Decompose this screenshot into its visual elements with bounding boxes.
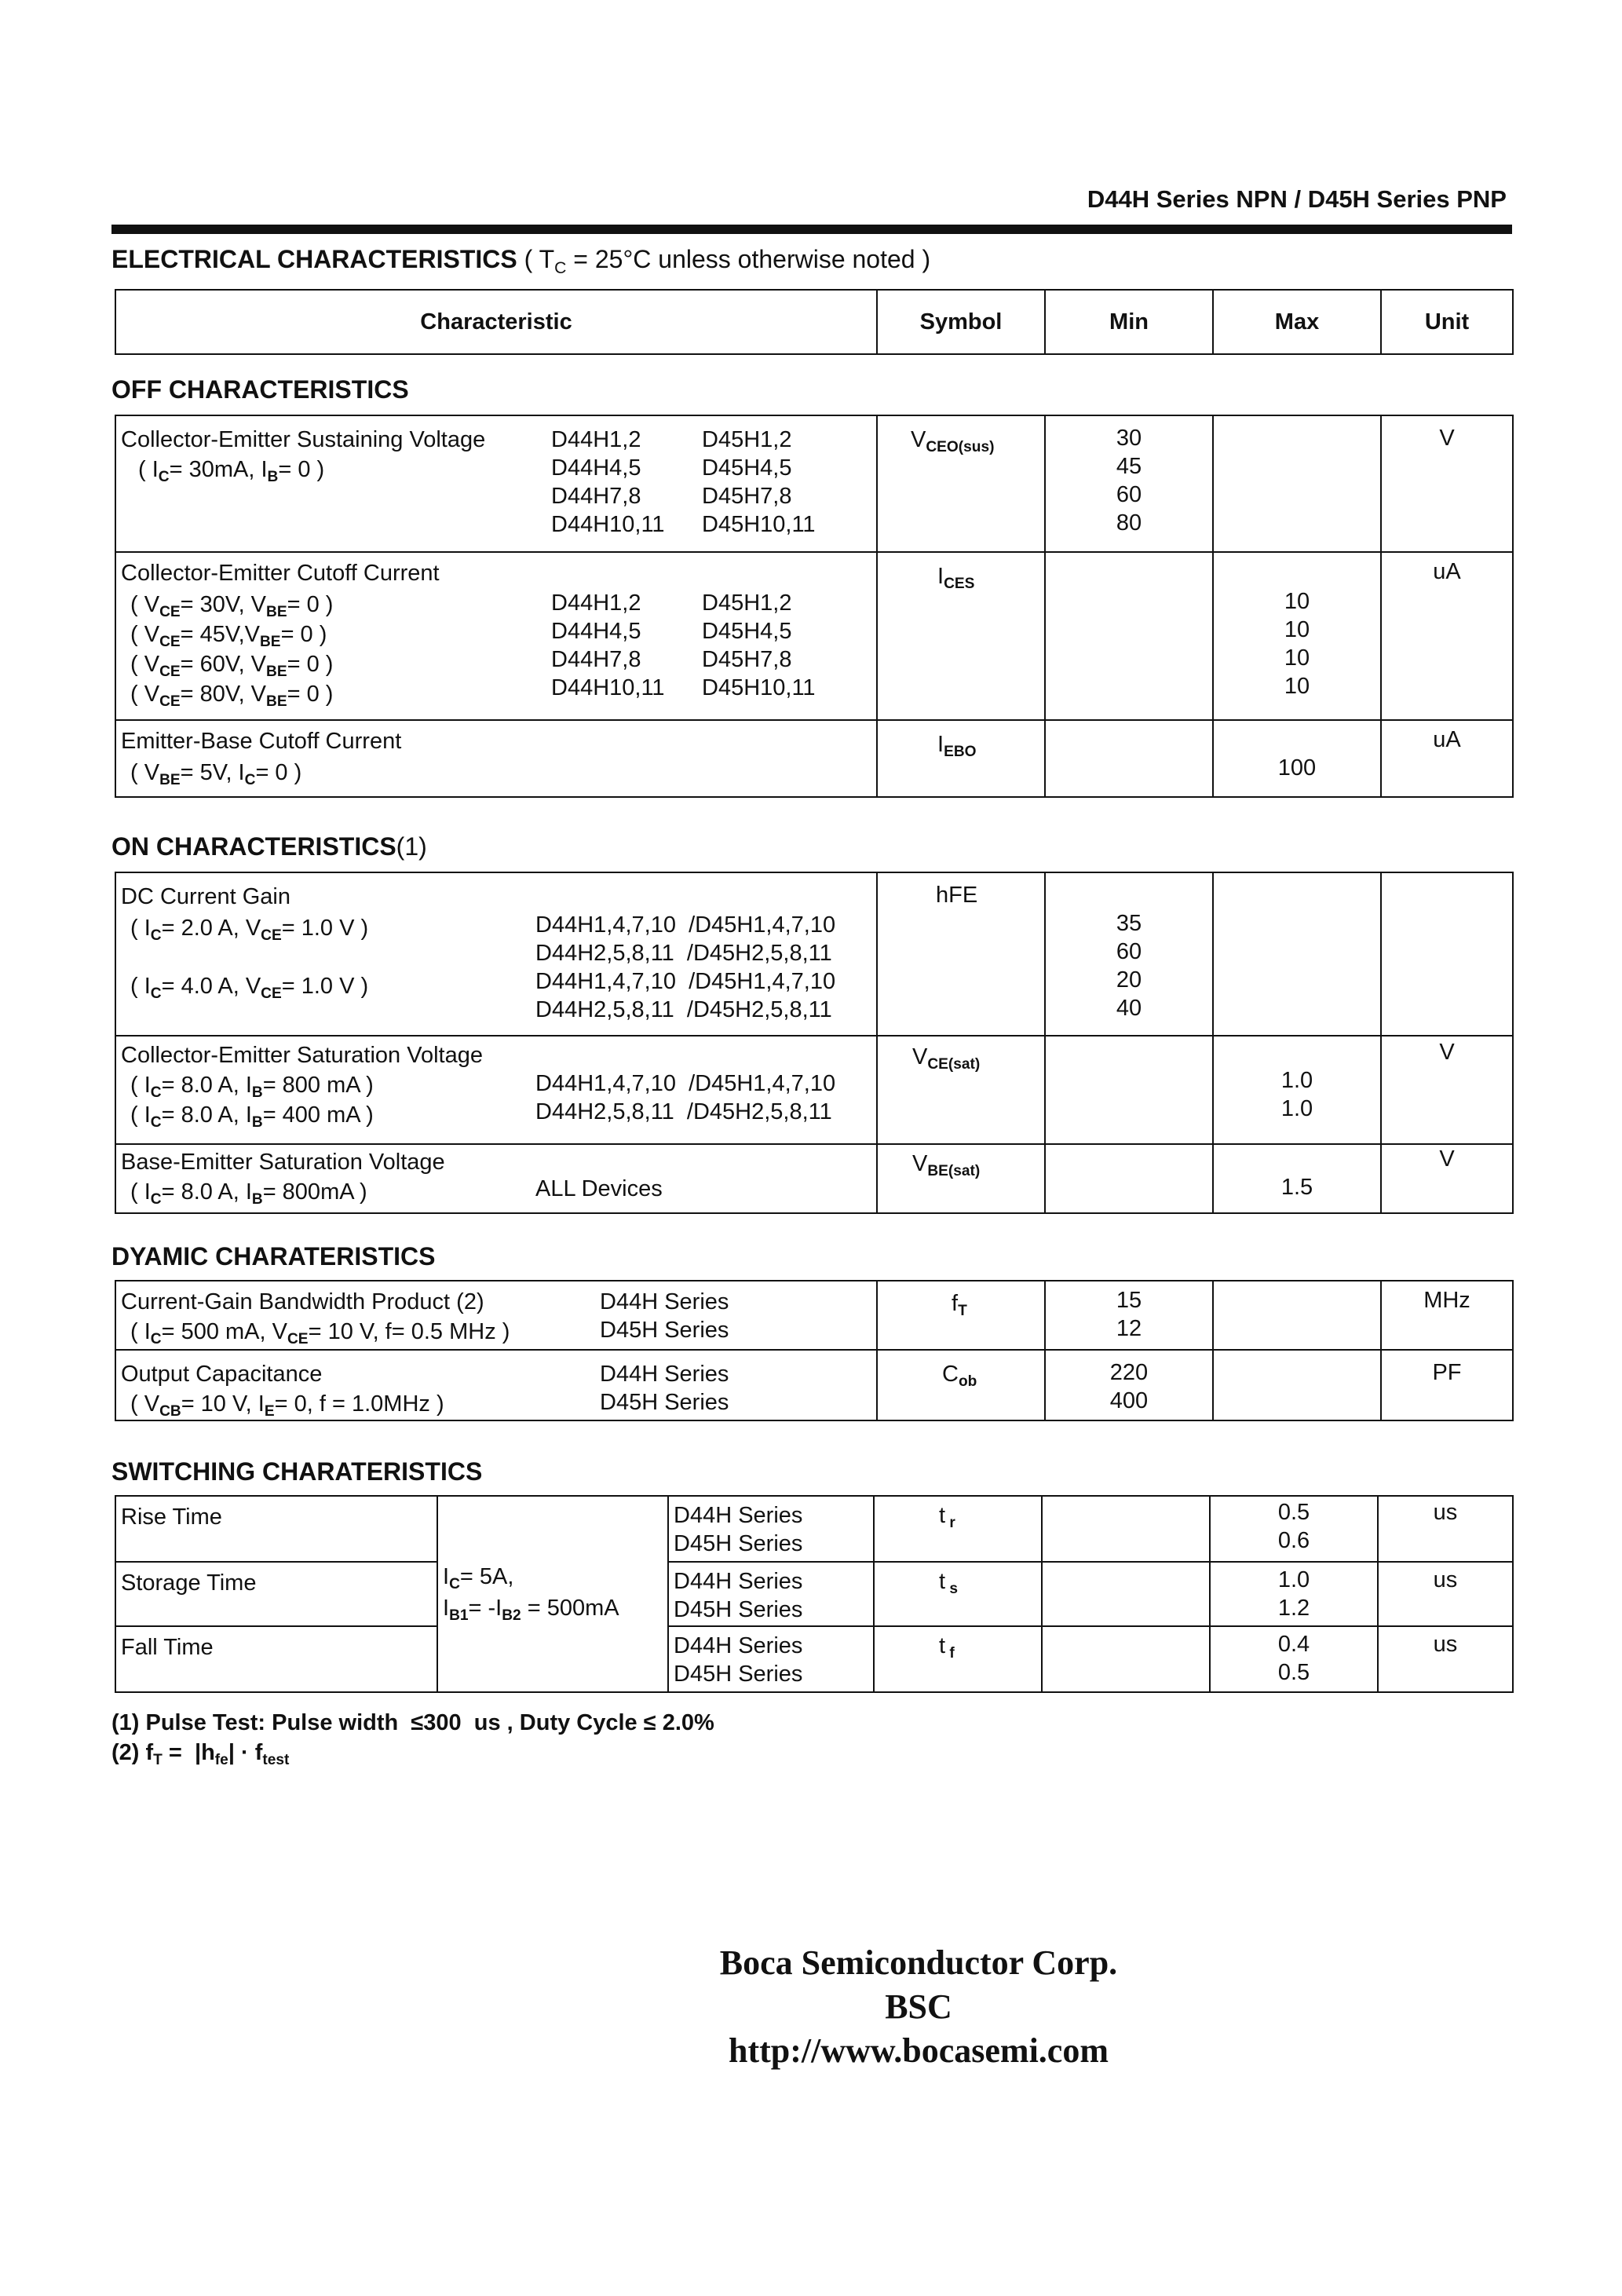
device-list: D45H Series (600, 1390, 729, 1415)
max-value: 0.4 (1277, 1632, 1310, 1657)
device-pnp: D45H7,8 (702, 647, 792, 672)
vbesat-symbol: $V_{BE(sat)}$ (912, 1151, 981, 1180)
col-min: Min (1109, 309, 1149, 335)
dynamic-characteristics-title: DYAMIC CHARATERISTICS (111, 1242, 436, 1270)
ft-condition: ( $I_C= 500$ mA, $V_{CE}= 10$ V, f= 0.5 MHz ) (130, 1319, 510, 1348)
hfe-condition: ( $I_C= 4.0$ A, $V_{CE}= 1.0$ V ) (130, 974, 369, 1003)
min-value: 60 (1116, 939, 1142, 964)
device-list: D44H Series (600, 1289, 729, 1314)
cob-name: Output Capacitance (121, 1362, 323, 1387)
device-npn: D44H10,11 (551, 675, 665, 700)
device-pnp: D45H10,11 (702, 512, 816, 537)
cob-condition: ( $V_{CB}= 10$ V, $I_E= 0$, f = 1.0MHz ) (130, 1391, 444, 1420)
row-divider (115, 1561, 437, 1563)
row-divider (115, 551, 1514, 553)
device-list: D44H2,5,8,11 /D45H2,5,8,11 (535, 997, 832, 1022)
tr-symbol: t $_r$ (939, 1503, 955, 1532)
max-value: 1.5 (1280, 1175, 1313, 1200)
device-npn: D44H4,5 (551, 455, 641, 481)
vceo-condition: ( $I_C= 30mA$, $I_B= 0$ ) (138, 457, 325, 486)
vceo-symbol: $V_{CEO(sus)}$ (911, 427, 995, 456)
min-value: 80 (1116, 510, 1142, 536)
device-npn: D44H1,2 (551, 590, 641, 616)
ft-symbol: $f_T$ (952, 1291, 967, 1320)
ices-condition: ( $V_{CE}= 60V$, $V_{BE}= 0$ ) (130, 652, 334, 681)
max-value: 0.5 (1277, 1500, 1310, 1525)
device-list: D44H1,4,7,10 /D45H1,4,7,10 (535, 1071, 836, 1096)
max-value: 1.0 (1280, 1068, 1313, 1093)
switching-condition: $I_C= 5A$, (443, 1564, 514, 1593)
vbesat-condition: ( $I_C= 8.0$ A, $I_B= 800mA$ ) (130, 1179, 367, 1208)
max-value: 1.2 (1277, 1596, 1310, 1621)
device-npn: D44H1,2 (551, 427, 641, 452)
min-value: 20 (1116, 967, 1142, 993)
vceo-name: Collector-Emitter Sustaining Voltage (121, 427, 486, 452)
footnote-1: (1) Pulse Test: Pulse width ≤300 us , Duty Cycle ≤ 2.0% (111, 1710, 714, 1735)
footer-abbr: BSC (885, 1987, 952, 2026)
vcesat-condition: ( $I_C= 8.0$ A, $I_B= 800$ mA ) (130, 1073, 374, 1102)
vbesat-name: Base-Emitter Saturation Voltage (121, 1150, 445, 1175)
max-value: 0.5 (1277, 1660, 1310, 1685)
device-list: D44H Series (674, 1569, 803, 1594)
device-list: D44H Series (674, 1633, 803, 1658)
electrical-characteristics-heading (111, 245, 930, 278)
ices-symbol: $I_{CES}$ (937, 564, 975, 593)
ts-symbol: t $_s$ (939, 1569, 959, 1598)
device-npn: D44H4,5 (551, 619, 641, 644)
col-divider (873, 1495, 875, 1693)
unit-value: uA (1433, 727, 1461, 752)
col-characteristic: Characteristic (420, 309, 572, 335)
unit-value: uA (1433, 559, 1461, 584)
ft-name: Current-Gain Bandwidth Product (2) (121, 1289, 484, 1314)
col-unit: Unit (1424, 309, 1470, 335)
iebo-name: Emitter-Base Cutoff Current (121, 729, 402, 754)
col-symbol: Symbol (919, 309, 1003, 335)
col-divider (876, 1280, 878, 1421)
row-divider (115, 1035, 1514, 1036)
col-divider (1041, 1495, 1043, 1693)
device-list: D45H Series (674, 1531, 803, 1556)
unit-value: V (1439, 1146, 1455, 1172)
min-value: 60 (1116, 482, 1142, 507)
max-value: 0.6 (1277, 1528, 1310, 1553)
min-value: 35 (1116, 911, 1142, 936)
cob-symbol: $C_{ob}$ (942, 1362, 977, 1391)
hfe-condition: ( $I_C= 2.0$ A, $V_{CE}= 1.0$ V ) (130, 916, 369, 945)
vcesat-name: Collector-Emitter Saturation Voltage (121, 1043, 483, 1068)
max-value: 10 (1284, 674, 1310, 699)
device-list: D44H Series (600, 1362, 729, 1387)
unit-value: us (1433, 1567, 1458, 1592)
hfe-symbol: hFE (936, 883, 978, 908)
max-value: 10 (1284, 617, 1310, 642)
device-list: D45H Series (600, 1318, 729, 1343)
ices-condition: ( $V_{CE}= 45V,V_{BE}= 0$ ) (130, 622, 327, 651)
row-divider (115, 719, 1514, 721)
storage-time-name: Storage Time (121, 1570, 257, 1596)
ices-condition: ( $V_{CE}= 80V$, $V_{BE}= 0$ ) (130, 682, 334, 711)
min-value: 40 (1116, 996, 1142, 1021)
iebo-condition: ( $V_{BE}= 5V$, $I_C= 0$ ) (130, 760, 302, 789)
header-rule (111, 225, 1512, 234)
on-characteristics-title: ON CHARACTERISTICS(1) (111, 832, 427, 861)
min-value: 220 (1109, 1360, 1149, 1385)
min-value: 15 (1116, 1288, 1142, 1313)
ices-condition: ( $V_{CE}= 30V$, $V_{BE}= 0$ ) (130, 592, 334, 621)
device-pnp: D45H4,5 (702, 455, 792, 481)
hfe-name: DC Current Gain (121, 884, 290, 909)
switching-condition: $I_{B1}= -I_{B2} = 500mA$ (443, 1596, 619, 1625)
vcesat-symbol: $V_{CE(sat)}$ (912, 1044, 981, 1073)
col-divider (1212, 872, 1214, 1214)
col-divider (667, 1495, 669, 1693)
col-divider (1212, 1280, 1214, 1421)
main-heading: ELECTRICAL CHARACTERISTICS (111, 245, 517, 273)
device-pnp: D45H4,5 (702, 619, 792, 644)
rise-time-name: Rise Time (121, 1504, 222, 1530)
max-value: 100 (1277, 755, 1317, 781)
unit-value: V (1439, 426, 1455, 451)
device-list: D45H Series (674, 1597, 803, 1622)
device-pnp: D45H1,2 (702, 427, 792, 452)
device-list: D44H2,5,8,11 /D45H2,5,8,11 (535, 941, 832, 966)
unit-value: MHz (1423, 1288, 1470, 1313)
fall-time-name: Fall Time (121, 1635, 214, 1660)
vcesat-condition: ( $I_C= 8.0$ A, $I_B= 400$ mA ) (130, 1102, 374, 1132)
switching-characteristics-title: SWITCHING CHARATERISTICS (111, 1457, 483, 1486)
max-value: 1.0 (1277, 1567, 1310, 1592)
footnote-2: (2) $f_T = |h_{fe}| \cdot f_{test}$ (111, 1740, 290, 1769)
device-pnp: D45H10,11 (702, 675, 816, 700)
col-divider (876, 415, 878, 798)
max-value: 10 (1284, 645, 1310, 671)
row-divider (115, 1625, 437, 1627)
device-list: D45H Series (674, 1662, 803, 1687)
unit-value: us (1433, 1632, 1458, 1657)
document-header-title: D44H Series NPN / D45H Series PNP (1087, 185, 1507, 213)
iebo-symbol: $I_{EBO}$ (937, 732, 977, 761)
device-list: D44H2,5,8,11 /D45H2,5,8,11 (535, 1099, 832, 1124)
device-pnp: D45H7,8 (702, 484, 792, 509)
footer-company: Boca Semiconductor Corp. (719, 1943, 1118, 1982)
device-list: D44H1,4,7,10 /D45H1,4,7,10 (535, 912, 836, 938)
footer-url[interactable]: http://www.bocasemi.com (729, 2031, 1109, 2070)
min-value: 30 (1116, 426, 1142, 451)
col-divider (437, 1495, 438, 1693)
device-list: ALL Devices (535, 1176, 663, 1201)
ices-name: Collector-Emitter Cutoff Current (121, 561, 440, 586)
col-max: Max (1274, 309, 1320, 335)
device-list: D44H1,4,7,10 /D45H1,4,7,10 (535, 969, 836, 994)
min-value: 12 (1116, 1316, 1142, 1341)
col-divider (876, 872, 878, 1214)
tf-symbol: t $_f$ (939, 1633, 955, 1662)
min-value: 400 (1109, 1388, 1149, 1413)
device-npn: D44H10,11 (551, 512, 665, 537)
unit-value: V (1439, 1040, 1455, 1065)
max-value: 1.0 (1280, 1096, 1313, 1121)
row-divider (115, 1143, 1514, 1145)
unit-value: us (1433, 1500, 1458, 1525)
device-list: D44H Series (674, 1503, 803, 1528)
row-divider (667, 1561, 1514, 1563)
unit-value: PF (1432, 1360, 1462, 1385)
min-value: 45 (1116, 454, 1142, 479)
row-divider (667, 1625, 1514, 1627)
device-npn: D44H7,8 (551, 484, 641, 509)
max-value: 10 (1284, 589, 1310, 614)
device-pnp: D45H1,2 (702, 590, 792, 616)
main-condition: ( $T_C = 25^\circ C$ unless otherwise noted ) (524, 245, 931, 277)
device-npn: D44H7,8 (551, 647, 641, 672)
off-characteristics-title: OFF CHARACTERISTICS (111, 375, 409, 404)
